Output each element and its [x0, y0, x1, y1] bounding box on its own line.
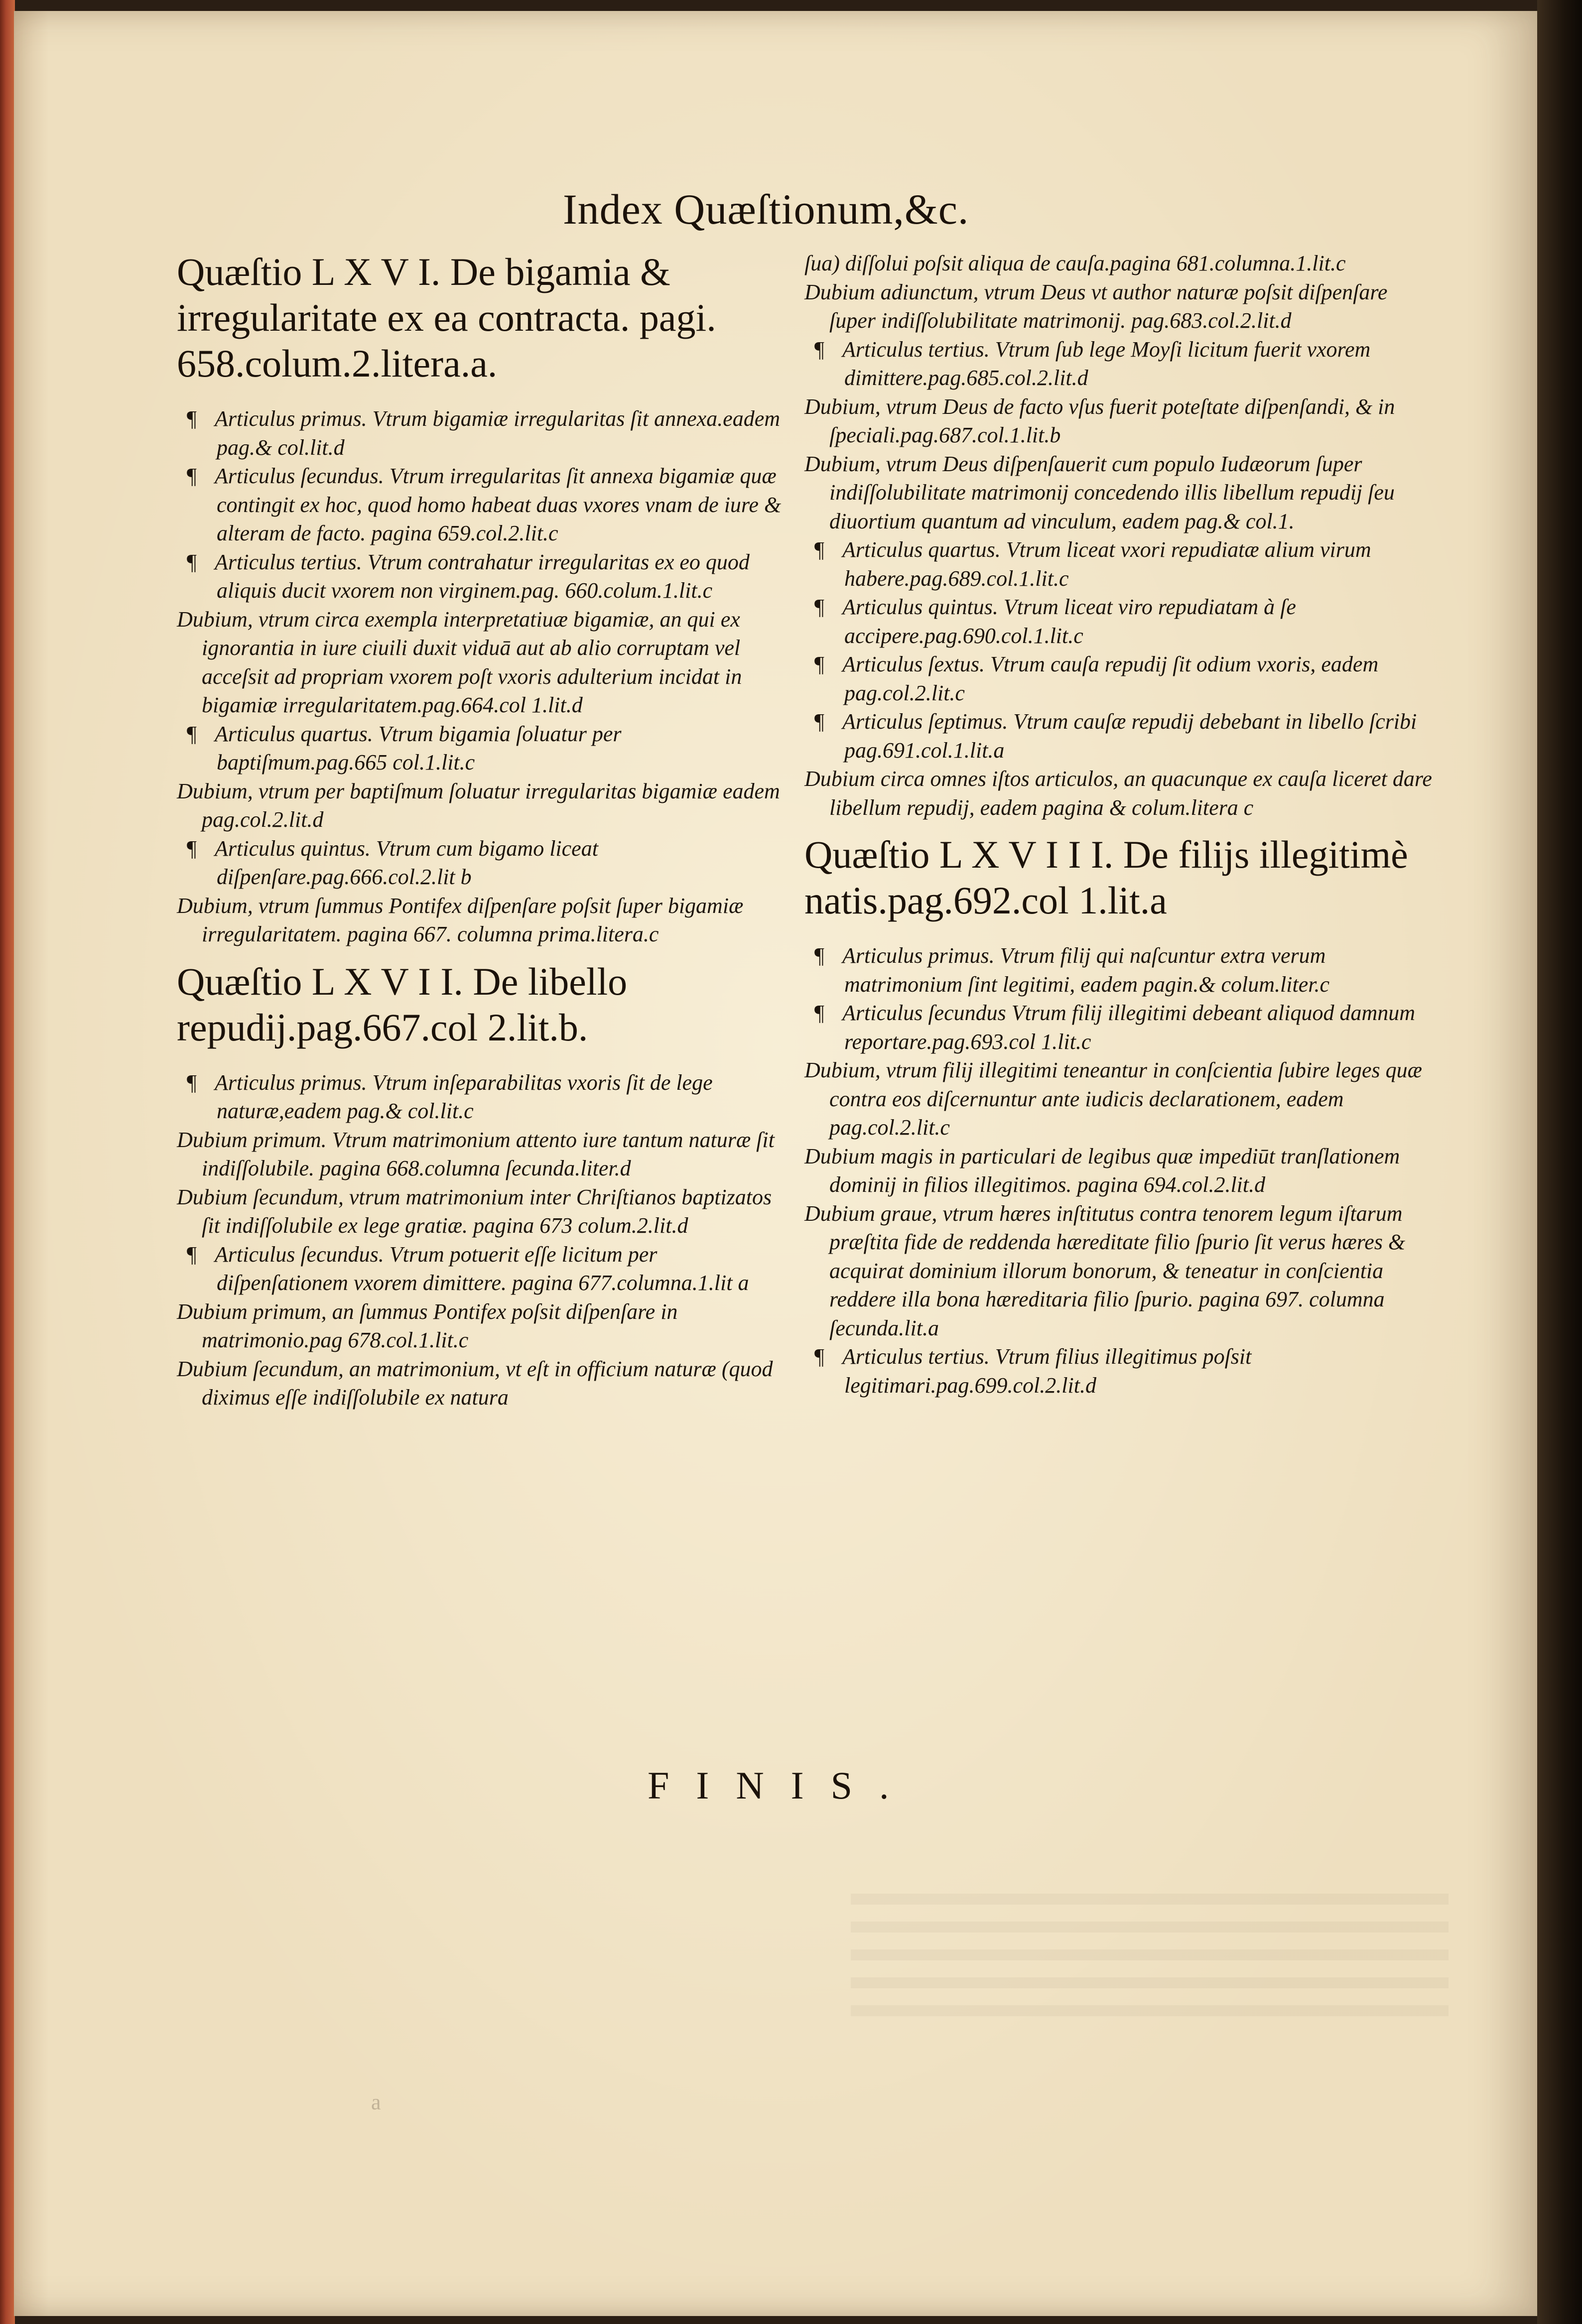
- entry-text: Articulus primus. Vtrum inſeparabilitas vxoris ſit de lege naturæ,eadem pag.& col.lit.c: [215, 1070, 713, 1123]
- question-66-list: [177, 404, 790, 949]
- pilcrow-icon: ¶: [187, 406, 197, 431]
- left-column: [177, 249, 790, 1412]
- dubium-entry: [804, 392, 1437, 450]
- entry-text: Dubium, vtrum Deus de facto vſus fuerit poteſtate diſpenſandi, & in ſpeciali.pag.687.col.1.lit.b: [804, 394, 1395, 447]
- article-entry: [177, 1068, 790, 1126]
- entry-text: Dubium adiunctum, vtrum Deus vt author naturæ poſsit diſpenſare ſuper indiſſolubilitate matrimonij. pag.683.col.2.lit.d: [804, 279, 1388, 333]
- entry-text: Articulus tertius. Vtrum filius illegitimus poſsit legitimari.pag.699.col.2.lit.d: [842, 1344, 1252, 1398]
- dubium-entry: [804, 1142, 1437, 1199]
- dubium-entry: [177, 1355, 790, 1412]
- dubium-entry: [804, 249, 1437, 278]
- article-entry: [177, 548, 790, 605]
- question-66-heading: Quæſtio L X V I. De bigamia & irregularitate ex ea contracta. pagi. 658.colum.2.litera.a.: [177, 250, 716, 385]
- pilcrow-icon: ¶: [814, 1344, 824, 1369]
- pilcrow-icon: ¶: [814, 652, 824, 676]
- dubium-entry: [177, 1297, 790, 1355]
- question-67-list: [177, 1068, 790, 1412]
- entry-text: Articulus quintus. Vtrum liceat viro repudiatam à ſe accipere.pag.690.col.1.lit.c: [842, 595, 1296, 648]
- entry-text: Articulus quartus. Vtrum liceat vxori repudiatæ alium virum habere.pag.689.col.1.lit.c: [842, 537, 1371, 591]
- dubium-entry: [177, 1126, 790, 1183]
- entry-text: Articulus ſextus. Vtrum cauſa repudij ſit odium vxoris, eadem pag.col.2.lit.c: [842, 652, 1379, 705]
- entry-text: Articulus tertius. Vtrum ſub lege Moyſi licitum fuerit vxorem dimittere.pag.685.col.2.lit.d: [842, 337, 1371, 390]
- entry-text: Articulus quartus. Vtrum bigamia ſoluatur per baptiſmum.pag.665 col.1.lit.c: [215, 721, 622, 775]
- question-68-heading: Quæſtio L X V I I I. De filijs illegitimè natis.pag.692.col 1.lit.a: [804, 833, 1408, 922]
- entry-text: Dubium, vtrum filij illegitimi teneantur in conſcientia ſubire leges quæ contra eos diſcernuntur ante iudicis declarationem, eadem pag.col.2.lit.c: [804, 1058, 1422, 1140]
- dubium-entry: [804, 1056, 1437, 1142]
- entry-text: Dubium, vtrum Deus diſpenſauerit cum populo Iudæorum ſuper indiſſolubilitate matrimonij concedendo illis libellum repudij ſeu diuortium quantum ad vinculum, eadem pag.& col.1.: [804, 451, 1395, 533]
- entry-text: ſua) diſſolui poſsit aliqua de cauſa.pagina 681.columna.1.lit.c: [804, 251, 1346, 275]
- show-through: [851, 1894, 1449, 2023]
- question-68-list: [804, 941, 1437, 1400]
- article-entry: [177, 1240, 790, 1297]
- pilcrow-icon: ¶: [187, 721, 197, 746]
- dubium-entry: [177, 605, 790, 720]
- pilcrow-icon: ¶: [814, 337, 824, 362]
- entry-text: Articulus quintus. Vtrum cum bigamo liceat diſpenſare.pag.666.col.2.lit b: [215, 836, 598, 889]
- entry-text: Dubium, vtrum per baptiſmum ſoluatur irregularitas bigamiæ eadem pag.col.2.lit.d: [177, 778, 780, 832]
- entry-text: Dubium, vtrum ſummus Pontifex diſpenſare poſsit ſuper bigamiæ irregularitatem. pagina 667. columna prima.litera.c: [177, 893, 744, 946]
- article-entry: [804, 593, 1437, 650]
- article-entry: [177, 720, 790, 777]
- entry-text: Articulus ſeptimus. Vtrum cauſæ repudij debebant in libello ſcribi pag.691.col.1.lit.a: [842, 709, 1417, 763]
- article-entry: [804, 535, 1437, 593]
- pilcrow-icon: ¶: [187, 549, 197, 574]
- article-entry: [177, 462, 790, 548]
- pilcrow-icon: ¶: [187, 836, 197, 861]
- article-entry: [177, 404, 790, 462]
- pilcrow-icon: ¶: [814, 943, 824, 968]
- question-67-heading: Quæſtio L X V I I. De libello repudij.pag.667.col 2.lit.b.: [177, 959, 628, 1049]
- entry-text: Articulus primus. Vtrum bigamiæ irregularitas ſit annexa.eadem pag.& col.lit.d: [215, 406, 780, 460]
- entry-text: Dubium magis in particulari de legibus quæ impediūt tranſlationem dominij in filios illegitimos. pagina 694.col.2.lit.d: [804, 1144, 1400, 1197]
- dubium-entry: [804, 765, 1437, 822]
- dubium-entry: [177, 777, 790, 834]
- question-67-continued-list: [804, 249, 1437, 822]
- pilcrow-icon: ¶: [814, 1001, 824, 1025]
- article-entry: [804, 707, 1437, 765]
- pilcrow-icon: ¶: [187, 464, 197, 488]
- finis-mark: FINIS.: [648, 1764, 916, 1807]
- page-header: Index Quæſtionum,&c.: [563, 185, 969, 233]
- pilcrow-icon: ¶: [814, 709, 824, 734]
- article-entry: [177, 834, 790, 892]
- right-column: [804, 249, 1437, 1400]
- dubium-entry: [804, 278, 1437, 335]
- dubium-entry: [177, 1183, 790, 1240]
- signature-mark: a: [371, 2090, 381, 2114]
- entry-text: Dubium ſecundum, vtrum matrimonium inter Chriſtianos baptizatos ſit indiſſolubile ex lege gratiæ. pagina 673 colum.2.lit.d: [177, 1184, 772, 1238]
- entry-text: Articulus ſecundus. Vtrum potuerit eſſe licitum per diſpenſationem vxorem dimittere. pagina 677.columna.1.lit a: [215, 1242, 749, 1295]
- article-entry: [804, 999, 1437, 1056]
- article-entry: [804, 335, 1437, 392]
- entry-text: Articulus primus. Vtrum filij qui naſcuntur extra verum matrimonium ſint legitimi, eadem pagin.& colum.liter.c: [842, 943, 1330, 997]
- entry-text: Articulus ſecundus. Vtrum irregularitas ſit annexa bigamiæ quæ contingit ex hoc, quod homo habeat duas vxores vnam de iure & alteram de facto. pagina 659.col.2.lit.c: [215, 464, 782, 545]
- pilcrow-icon: ¶: [814, 595, 824, 619]
- pilcrow-icon: ¶: [187, 1070, 197, 1095]
- entry-text: Dubium ſecundum, an matrimonium, vt eſt in officium naturæ (quod diximus eſſe indiſſolubile ex natura: [177, 1356, 773, 1410]
- article-entry: [804, 650, 1437, 707]
- entry-text: Dubium circa omnes iſtos articulos, an quacunque ex cauſa liceret dare libellum repudij, eadem pagina & colum.litera c: [804, 767, 1432, 820]
- pilcrow-icon: ¶: [814, 537, 824, 562]
- article-entry: [804, 1342, 1437, 1400]
- article-entry: [804, 941, 1437, 999]
- dubium-entry: [804, 450, 1437, 536]
- pilcrow-icon: ¶: [187, 1242, 197, 1267]
- entry-text: Dubium, vtrum circa exempla interpretatiuæ bigamiæ, an qui ex ignorantia in iure ciuili duxit viduā aut ab alio corruptam vel acceſsit ad propriam vxorem poſt vxoris adulterium incidat in bigamiæ irregularitatem.pag.664.col 1.lit.d: [177, 607, 742, 717]
- entry-text: Dubium primum, an ſummus Pontifex poſsit diſpenſare in matrimonio.pag 678.col.1.lit.c: [177, 1299, 678, 1352]
- binding-edge: [1537, 0, 1582, 2324]
- fore-edge: [0, 0, 15, 2324]
- entry-text: Dubium graue, vtrum hæres inſtitutus contra tenorem legum iſtarum præſtita fide de reddenda hæreditate filio ſpurio ſit verus hæres & acquirat dominium illorum bonorum, & teneatur in conſcientia reddere illa bona hæreditaria filio ſpurio. pagina 697. columna ſecunda.lit.a: [804, 1201, 1406, 1340]
- dubium-entry: [804, 1199, 1437, 1343]
- entry-text: Articulus tertius. Vtrum contrahatur irregularitas ex eo quod aliquis ducit vxorem non virginem.pag. 660.colum.1.lit.c: [215, 549, 750, 603]
- entry-text: Dubium primum. Vtrum matrimonium attento iure tantum naturæ ſit indiſſolubile. pagina 668.columna ſecunda.liter.d: [177, 1127, 775, 1180]
- dubium-entry: [177, 892, 790, 949]
- entry-text: Articulus ſecundus Vtrum filij illegitimi debeant aliquod damnum reportare.pag.693.col 1.lit.c: [842, 1001, 1416, 1054]
